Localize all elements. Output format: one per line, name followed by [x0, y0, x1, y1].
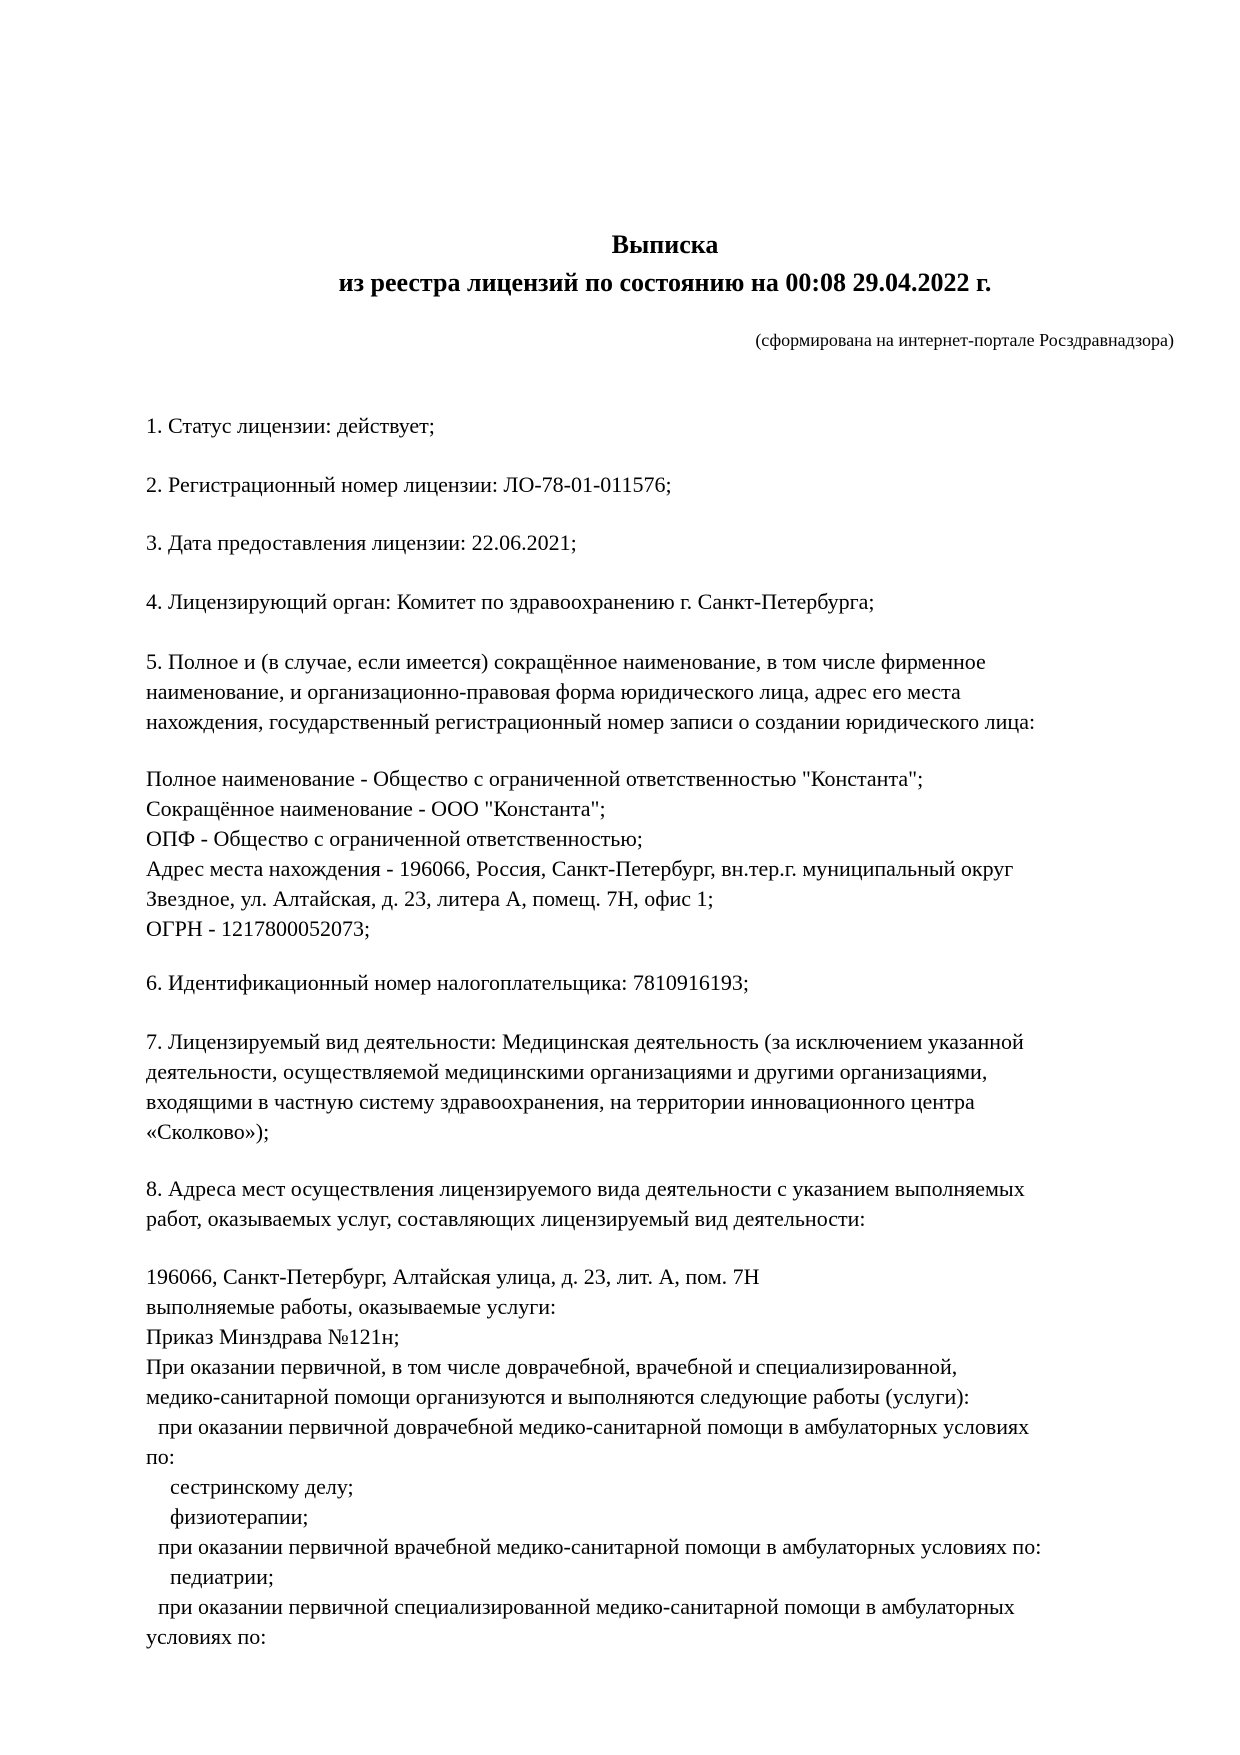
activity-address: 196066, Санкт-Петербург, Алтайская улица, д. 23, лит. А, пом. 7Н: [146, 1264, 760, 1289]
item-3: [146, 528, 1156, 558]
primary-care-text: При оказании первичной, в том числе доврачебной, врачебной и специализированной,: [146, 1354, 958, 1379]
org-ogrn: ОГРН - 1217800052073;: [146, 916, 371, 941]
item-8: [146, 1174, 1156, 1234]
org-address: Адрес места нахождения - 196066, Россия, Санкт-Петербург, вн.тер.г. муниципальный округ: [146, 856, 1014, 881]
item-5-line: наименование, и организационно-правовая форма юридического лица, адрес его места: [146, 679, 961, 704]
source-note: (сформирована на интернет-портале Росздравнадзора): [755, 330, 1174, 350]
item-7-line: входящими в частную систему здравоохранения, на территории инновационного центра: [146, 1089, 975, 1114]
primary-care-text: медико-санитарной помощи организуются и выполняются следующие работы (услуги):: [146, 1384, 970, 1409]
service-physiotherapy: физиотерапии;: [170, 1504, 309, 1529]
activity-address-block: [146, 1262, 1156, 1652]
item-6: [146, 968, 1156, 998]
license-status: 1. Статус лицензии: действует;: [146, 413, 435, 438]
specialized-care: при оказании первичной специализированной медико-санитарной помощи в амбулаторных: [158, 1594, 1015, 1619]
document-title: Выписка: [611, 230, 719, 259]
item-1: [146, 411, 1156, 441]
item-7-line: 7. Лицензируемый вид деятельности: Медицинская деятельность (за исключением указанной: [146, 1029, 1024, 1054]
org-full-name: Полное наименование - Общество с ограниченной ответственностью "Константа";: [146, 766, 924, 791]
tax-id: 6. Идентификационный номер налогоплательщика: 7810916193;: [146, 970, 749, 995]
pre-doctor-care: по:: [146, 1444, 175, 1469]
service-pediatrics: педиатрии;: [170, 1564, 274, 1589]
works-label: выполняемые работы, оказываемые услуги:: [146, 1294, 557, 1319]
item-5: [146, 647, 1156, 737]
item-7: [146, 1027, 1156, 1147]
document-subtitle: из реестра лицензий по состоянию на 00:08 29.04.2022 г.: [338, 268, 992, 297]
item-5-line: 5. Полное и (в случае, если имеется) сокращённое наименование, в том числе фирменное: [146, 649, 986, 674]
specialized-care: условиях по:: [146, 1624, 267, 1649]
item-4: [146, 587, 1156, 617]
pre-doctor-care: при оказании первичной доврачебной медико-санитарной помощи в амбулаторных условиях: [158, 1414, 1030, 1439]
item-7-line: деятельности, осуществляемой медицинскими организациями и другими организациями,: [146, 1059, 988, 1084]
license-date: 3. Дата предоставления лицензии: 22.06.2021;: [146, 530, 577, 555]
doctor-care: при оказании первичной врачебной медико-санитарной помощи в амбулаторных условиях по:: [158, 1534, 1042, 1559]
ministry-order: Приказ Минздрава №121н;: [146, 1324, 400, 1349]
item-8-line: 8. Адреса мест осуществления лицензируемого вида деятельности с указанием выполняемых: [146, 1176, 1025, 1201]
item-7-line: «Сколково»);: [146, 1119, 270, 1144]
item-5-line: нахождения, государственный регистрационный номер записи о создании юридического лица:: [146, 709, 1036, 734]
organization-details: [146, 764, 1156, 944]
org-legal-form: ОПФ - Общество с ограниченной ответственностью;: [146, 826, 643, 851]
org-short-name: Сокращённое наименование - ООО "Константа";: [146, 796, 606, 821]
license-number: 2. Регистрационный номер лицензии: ЛО-78-01-011576;: [146, 472, 672, 497]
org-address: Звездное, ул. Алтайская, д. 23, литера А, помещ. 7Н, офис 1;: [146, 886, 714, 911]
item-8-line: работ, оказываемых услуг, составляющих лицензируемый вид деятельности:: [146, 1206, 866, 1231]
item-2: [146, 470, 1156, 500]
licensing-authority: 4. Лицензирующий орган: Комитет по здравоохранению г. Санкт-Петербурга;: [146, 589, 875, 614]
service-nursing: сестринскому делу;: [170, 1474, 354, 1499]
